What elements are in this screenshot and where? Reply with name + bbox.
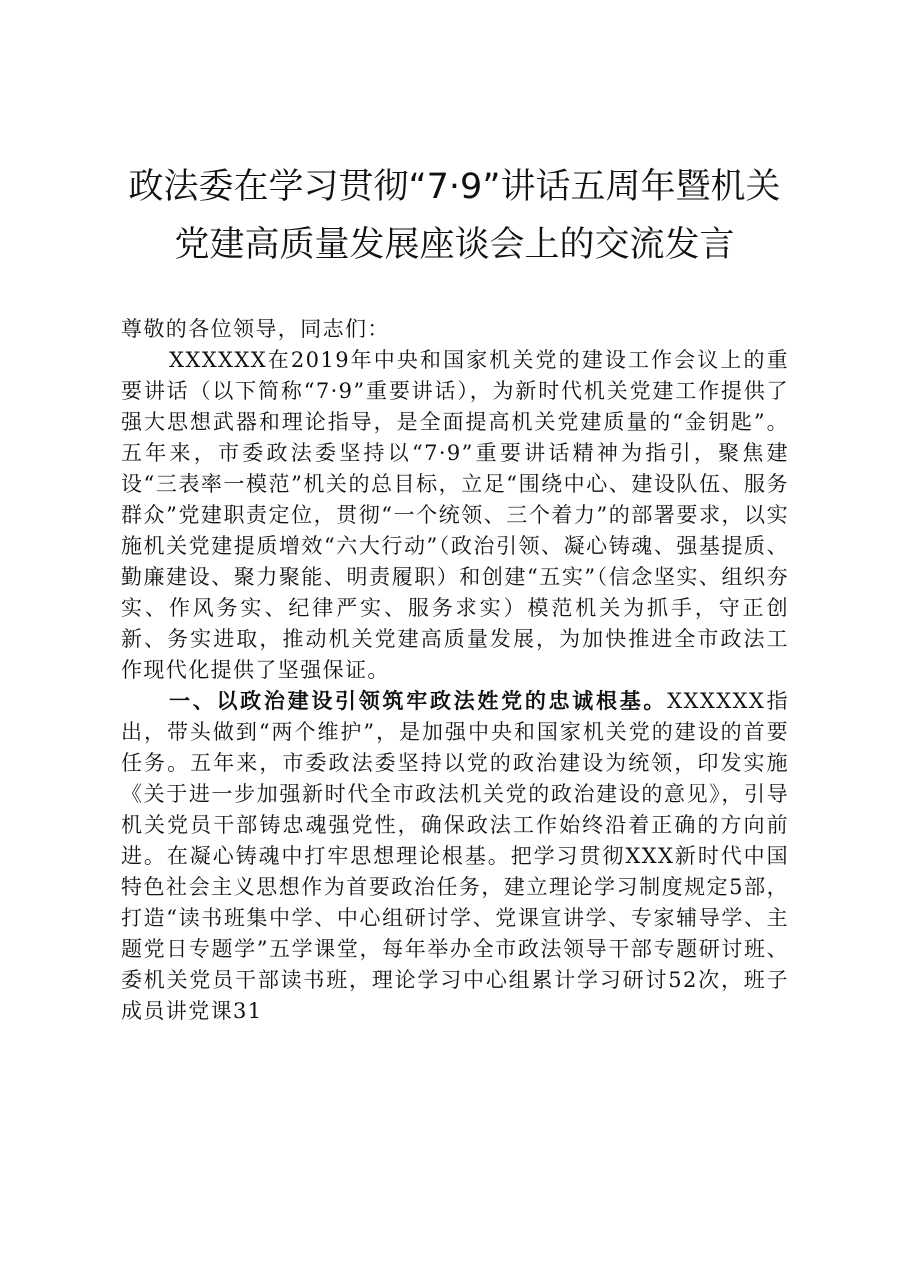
- document-body: [121, 314, 789, 1027]
- document-title: [60, 158, 849, 274]
- section-1-paragraph: [121, 686, 789, 1027]
- title-line-2: 党建高质量发展座谈会上的交流发言: [174, 225, 735, 265]
- section-1-heading: 一、以政治建设引领筑牢政法姓党的忠诚根基。: [169, 689, 668, 713]
- section-1-text: XXXXXX指出，带头做到“两个维护”，是加强中央和国家机关党的建设的首要任务。五年来，市委政法委坚持以党的政治建设为统领，印发实施《关于进一步加强新时代全市政法机关党的政治建设的意见》，引导机关党员干部铸忠魂强党性，确保政法工作始终沿着正确的方向前进。在凝心铸魂中打牢思想理论根基。把学习贯彻XXX新时代中国特色社会主义思想作为首要政治任务，建立理论学习制度规定5部，打造“读书班集中学、中心组研讨学、党课宣讲学、专家辅导学、主题党日专题学”五学课堂，每年举办全市政法领导干部专题研讨班、委机关党员干部读书班，理论学习中心组累计学习研讨52次，班子成员讲党课31: [121, 689, 789, 1023]
- salutation: 尊敬的各位领导，同志们：: [121, 317, 390, 341]
- title-line-1: 政法委在学习贯彻“7·9”讲话五周年暨机关: [128, 167, 781, 207]
- intro-paragraph: XXXXXX在2019年中央和国家机关党的建设工作会议上的重要讲话（以下简称“7·9”重要讲话），为新时代机关党建工作提供了强大思想武器和理论指导，是全面提高机关党建质量的“金钥匙”。五年来，市委政法委坚持以“7·9”重要讲话精神为指引，聚焦建设“三表率一模范”机关的总目标，立足“围绕中心、建设队伍、服务群众”党建职责定位，贯彻“一个统领、三个着力”的部署要求，以实施机关党建提质增效“六大行动”（政治引领、凝心铸魂、强基提质、勤廉建设、聚力聚能、明责履职）和创建“五实”（信念坚实、组织夯实、作风务实、纪律严实、服务求实）模范机关为抓手，守正创新、务实进取，推动机关党建高质量发展，为加快推进全市政法工作现代化提供了坚强保证。: [121, 348, 789, 682]
